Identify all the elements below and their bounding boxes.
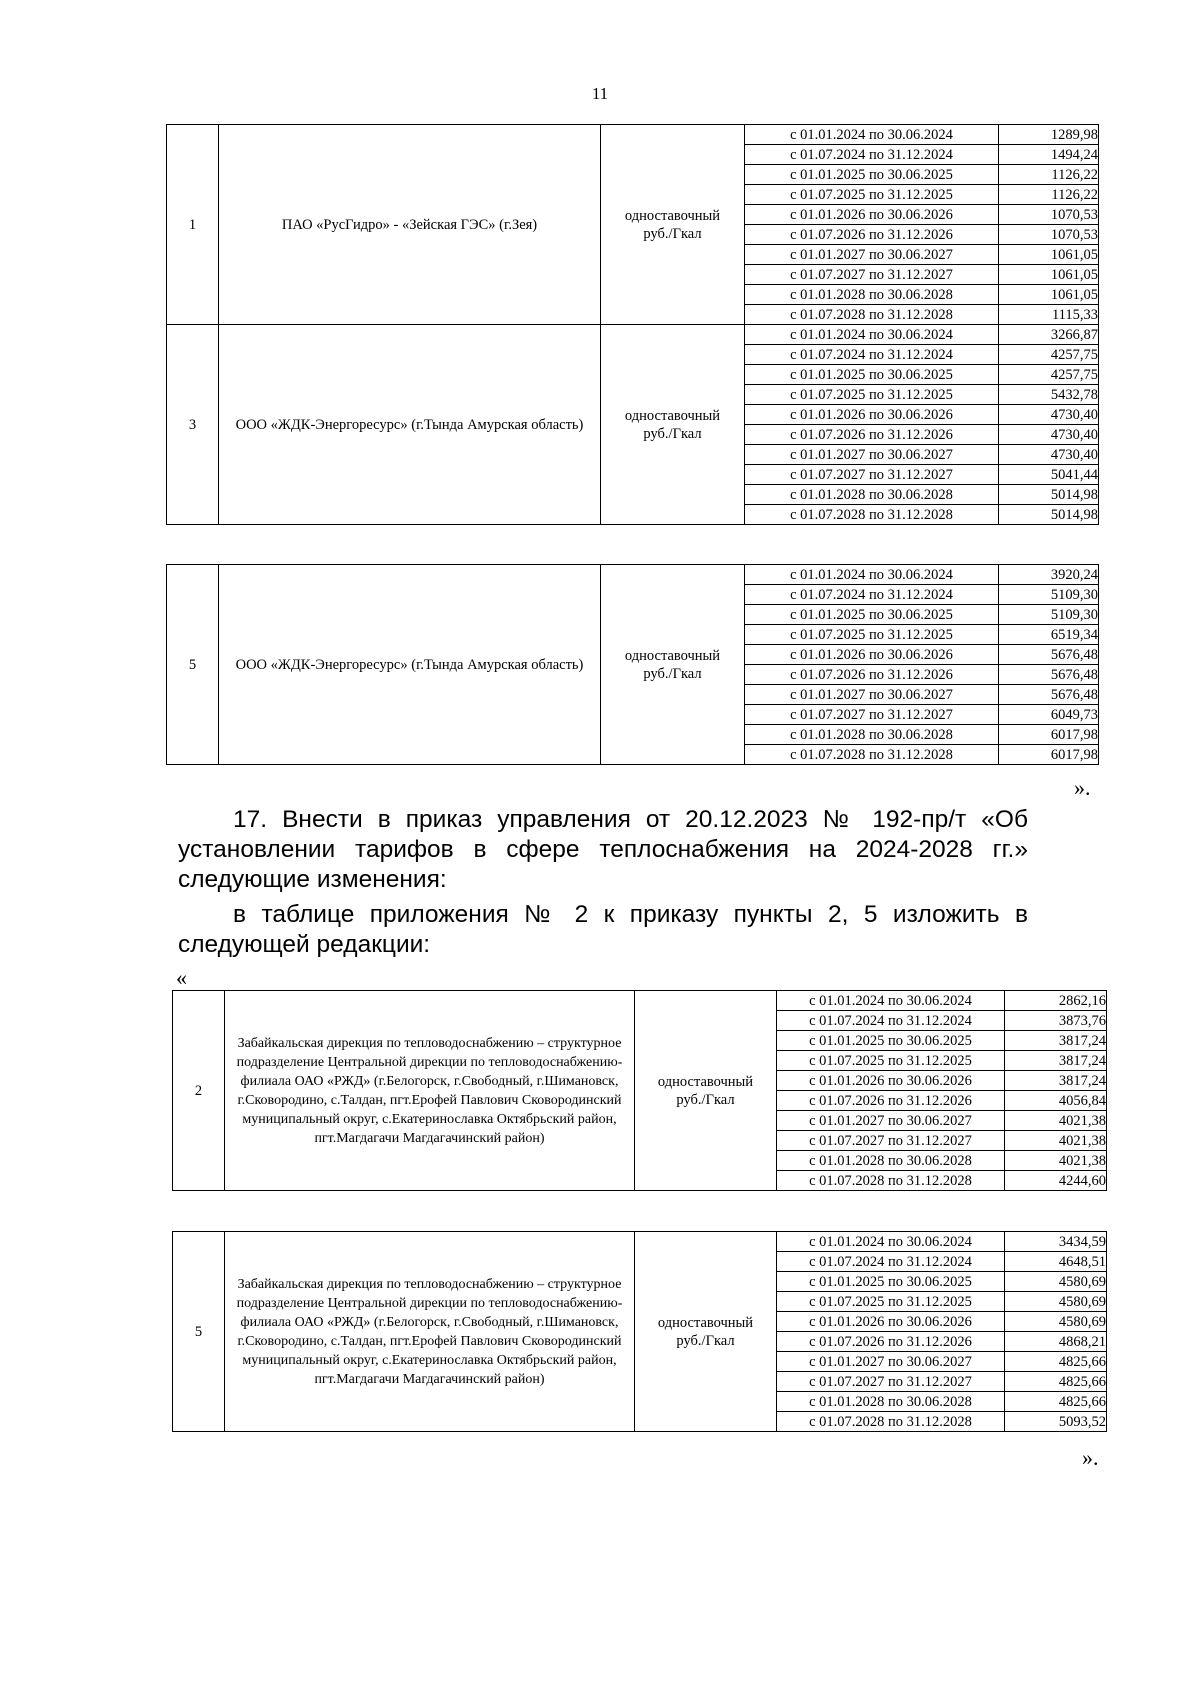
tariff-value-cell: 1061,05 [999, 285, 1099, 305]
period-cell: с 01.01.2027 по 30.06.2027 [745, 245, 999, 265]
period-cell: с 01.07.2025 по 31.12.2025 [777, 1051, 1005, 1071]
period-cell: с 01.01.2028 по 30.06.2028 [777, 1151, 1005, 1171]
period-cell: с 01.01.2026 по 30.06.2026 [745, 405, 999, 425]
tariff-value-cell: 6017,98 [999, 725, 1099, 745]
tariff-value-cell: 4021,38 [1005, 1151, 1107, 1171]
period-cell: с 01.07.2027 по 31.12.2027 [745, 705, 999, 725]
table-row [167, 565, 1099, 585]
period-cell: с 01.07.2026 по 31.12.2026 [745, 425, 999, 445]
period-cell: с 01.01.2025 по 30.06.2025 [777, 1272, 1005, 1292]
tariff-value-cell: 5676,48 [999, 645, 1099, 665]
tariff-value-cell: 4257,75 [999, 365, 1099, 385]
row-number: 5 [167, 565, 219, 765]
paragraph-17: 17. Внести в приказ управления от 20.12.2023 № 192-пр/т «Об установлении тарифов в сфере теплоснабжения на 2024-2028 гг.» следующие изменения: [178, 806, 1028, 893]
tariff-value-cell: 1070,53 [999, 205, 1099, 225]
period-cell: с 01.07.2025 по 31.12.2025 [745, 385, 999, 405]
period-cell: с 01.07.2028 по 31.12.2028 [745, 305, 999, 325]
tariff-value-cell: 4056,84 [1005, 1091, 1107, 1111]
tariff-table [172, 1231, 1107, 1432]
period-cell: с 01.01.2025 по 30.06.2025 [777, 1031, 1005, 1051]
period-cell: с 01.01.2025 по 30.06.2025 [745, 365, 999, 385]
period-cell: с 01.01.2024 по 30.06.2024 [777, 991, 1005, 1011]
period-cell: с 01.07.2028 по 31.12.2028 [745, 745, 999, 765]
period-cell: с 01.01.2028 по 30.06.2028 [745, 485, 999, 505]
period-cell: с 01.07.2027 по 31.12.2027 [745, 265, 999, 285]
tariff-value-cell: 5014,98 [999, 505, 1099, 525]
tariff-table [166, 124, 1099, 525]
tariff-value-cell: 4825,66 [1005, 1392, 1107, 1412]
tariff-unit: одноставочный руб./Гкал [601, 325, 745, 525]
tariff-value-cell: 1126,22 [999, 185, 1099, 205]
tariff-value-cell: 3817,24 [1005, 1071, 1107, 1091]
tariff-unit: одноставочный руб./Гкал [601, 125, 745, 325]
period-cell: с 01.01.2024 по 30.06.2024 [745, 325, 999, 345]
tariff-value-cell: 4580,69 [1005, 1312, 1107, 1332]
period-cell: с 01.01.2025 по 30.06.2025 [745, 165, 999, 185]
tariff-value-cell: 5014,98 [999, 485, 1099, 505]
period-cell: с 01.07.2025 по 31.12.2025 [745, 625, 999, 645]
period-cell: с 01.07.2027 по 31.12.2027 [777, 1131, 1005, 1151]
tariff-value-cell: 2862,16 [1005, 991, 1107, 1011]
tariff-unit: одноставочный руб./Гкал [635, 1232, 777, 1432]
tariff-value-cell: 5432,78 [999, 385, 1099, 405]
table-row [173, 1232, 1107, 1252]
tariff-table [172, 990, 1107, 1191]
tariff-value-cell: 4021,38 [1005, 1131, 1107, 1151]
tariff-value-cell: 3817,24 [1005, 1051, 1107, 1071]
tariff-value-cell: 3434,59 [1005, 1232, 1107, 1252]
tariff-unit: одноставочный руб./Гкал [601, 565, 745, 765]
period-cell: с 01.01.2024 по 30.06.2024 [777, 1232, 1005, 1252]
tariff-value-cell: 3266,87 [999, 325, 1099, 345]
tariff-value-cell: 3920,24 [999, 565, 1099, 585]
tariff-value-cell: 4257,75 [999, 345, 1099, 365]
tariff-unit: одноставочный руб./Гкал [635, 991, 777, 1191]
tariff-value-cell: 6049,73 [999, 705, 1099, 725]
period-cell: с 01.07.2027 по 31.12.2027 [777, 1372, 1005, 1392]
period-cell: с 01.01.2028 по 30.06.2028 [745, 285, 999, 305]
period-cell: с 01.07.2025 по 31.12.2025 [745, 185, 999, 205]
period-cell: с 01.07.2027 по 31.12.2027 [745, 465, 999, 485]
table-row [167, 325, 1099, 345]
tariff-value-cell: 5093,52 [1005, 1412, 1107, 1432]
period-cell: с 01.01.2026 по 30.06.2026 [777, 1071, 1005, 1091]
period-cell: с 01.07.2028 по 31.12.2028 [777, 1412, 1005, 1432]
tariff-value-cell: 4648,51 [1005, 1252, 1107, 1272]
page-number: 11 [591, 84, 609, 103]
period-cell: с 01.01.2027 по 30.06.2027 [745, 445, 999, 465]
tariff-value-cell: 5109,30 [999, 585, 1099, 605]
period-cell: с 01.07.2024 по 31.12.2024 [745, 145, 999, 165]
tariff-value-cell: 1070,53 [999, 225, 1099, 245]
tariff-value-cell: 5109,30 [999, 605, 1099, 625]
closing-quote: ». [1082, 1445, 1099, 1470]
period-cell: с 01.01.2028 по 30.06.2028 [777, 1392, 1005, 1412]
period-cell: с 01.01.2026 по 30.06.2026 [777, 1312, 1005, 1332]
tariff-value-cell: 6519,34 [999, 625, 1099, 645]
tariff-value-cell: 1061,05 [999, 265, 1099, 285]
tariff-value-cell: 4730,40 [999, 445, 1099, 465]
organization-name: Забайкальская дирекция по тепловодоснабжению – структурное подразделение Центральной дирекции по тепловодоснабжению-филиала ОАО «РЖД» (г.Белогорск, г.Свободный, г.Шимановск, г.Сковородино, с.Талдан, пгт.Ерофей Павлович Сковородинский муниципальный округ, с.Екатеринославка Октябрьский район, пгт.Магдагачи Магдагачинский район) [225, 1232, 635, 1432]
period-cell: с 01.07.2024 по 31.12.2024 [745, 345, 999, 365]
tariff-value-cell: 3873,76 [1005, 1011, 1107, 1031]
opening-quote: « [176, 965, 187, 990]
period-cell: с 01.07.2026 по 31.12.2026 [777, 1332, 1005, 1352]
organization-name: ПАО «РусГидро» - «Зейская ГЭС» (г.Зея) [219, 125, 601, 325]
tariff-value-cell: 1115,33 [999, 305, 1099, 325]
table-row [167, 125, 1099, 145]
period-cell: с 01.07.2025 по 31.12.2025 [777, 1292, 1005, 1312]
period-cell: с 01.01.2028 по 30.06.2028 [745, 725, 999, 745]
tariff-value-cell: 3817,24 [1005, 1031, 1107, 1051]
tariff-value-cell: 4825,66 [1005, 1372, 1107, 1392]
period-cell: с 01.01.2026 по 30.06.2026 [745, 645, 999, 665]
tariff-value-cell: 6017,98 [999, 745, 1099, 765]
period-cell: с 01.07.2028 по 31.12.2028 [777, 1171, 1005, 1191]
period-cell: с 01.07.2024 по 31.12.2024 [777, 1252, 1005, 1272]
tariff-value-cell: 5041,44 [999, 465, 1099, 485]
tariff-value-cell: 4021,38 [1005, 1111, 1107, 1131]
tariff-value-cell: 5676,48 [999, 685, 1099, 705]
closing-quote: ». [1074, 775, 1091, 800]
row-number: 5 [173, 1232, 225, 1432]
organization-name: Забайкальская дирекция по тепловодоснабжению – структурное подразделение Центральной дирекции по тепловодоснабжению-филиала ОАО «РЖД» (г.Белогорск, г.Свободный, г.Шимановск, г.Сковородино, с.Талдан, пгт.Ерофей Павлович Сковородинский муниципальный округ, с.Екатеринославка Октябрьский район, пгт.Магдагачи Магдагачинский район) [225, 991, 635, 1191]
tariff-value-cell: 4244,60 [1005, 1171, 1107, 1191]
period-cell: с 01.07.2024 по 31.12.2024 [777, 1011, 1005, 1031]
period-cell: с 01.07.2024 по 31.12.2024 [745, 585, 999, 605]
tariff-value-cell: 1289,98 [999, 125, 1099, 145]
tariff-value-cell: 4580,69 [1005, 1272, 1107, 1292]
period-cell: с 01.01.2027 по 30.06.2027 [777, 1111, 1005, 1131]
period-cell: с 01.01.2025 по 30.06.2025 [745, 605, 999, 625]
period-cell: с 01.01.2027 по 30.06.2027 [745, 685, 999, 705]
row-number: 2 [173, 991, 225, 1191]
tariff-value-cell: 1126,22 [999, 165, 1099, 185]
tariff-value-cell: 5676,48 [999, 665, 1099, 685]
tariff-table [166, 564, 1099, 765]
tariff-value-cell: 1061,05 [999, 245, 1099, 265]
period-cell: с 01.07.2026 по 31.12.2026 [777, 1091, 1005, 1111]
tariff-value-cell: 4580,69 [1005, 1292, 1107, 1312]
organization-name: ООО «ЖДК-Энергоресурс» (г.Тында Амурская область) [219, 325, 601, 525]
tariff-value-cell: 4730,40 [999, 425, 1099, 445]
period-cell: с 01.01.2027 по 30.06.2027 [777, 1352, 1005, 1372]
tariff-value-cell: 4730,40 [999, 405, 1099, 425]
period-cell: с 01.07.2026 по 31.12.2026 [745, 225, 999, 245]
period-cell: с 01.01.2024 по 30.06.2024 [745, 125, 999, 145]
tariff-value-cell: 4825,66 [1005, 1352, 1107, 1372]
organization-name: ООО «ЖДК-Энергоресурс» (г.Тында Амурская область) [219, 565, 601, 765]
period-cell: с 01.07.2026 по 31.12.2026 [745, 665, 999, 685]
row-number: 3 [167, 325, 219, 525]
paragraph-table-instruction: в таблице приложения № 2 к приказу пункты 2, 5 изложить в следующей редакции: [178, 901, 1028, 958]
period-cell: с 01.07.2028 по 31.12.2028 [745, 505, 999, 525]
row-number: 1 [167, 125, 219, 325]
period-cell: с 01.01.2024 по 30.06.2024 [745, 565, 999, 585]
table-row [173, 991, 1107, 1011]
tariff-value-cell: 4868,21 [1005, 1332, 1107, 1352]
tariff-value-cell: 1494,24 [999, 145, 1099, 165]
period-cell: с 01.01.2026 по 30.06.2026 [745, 205, 999, 225]
